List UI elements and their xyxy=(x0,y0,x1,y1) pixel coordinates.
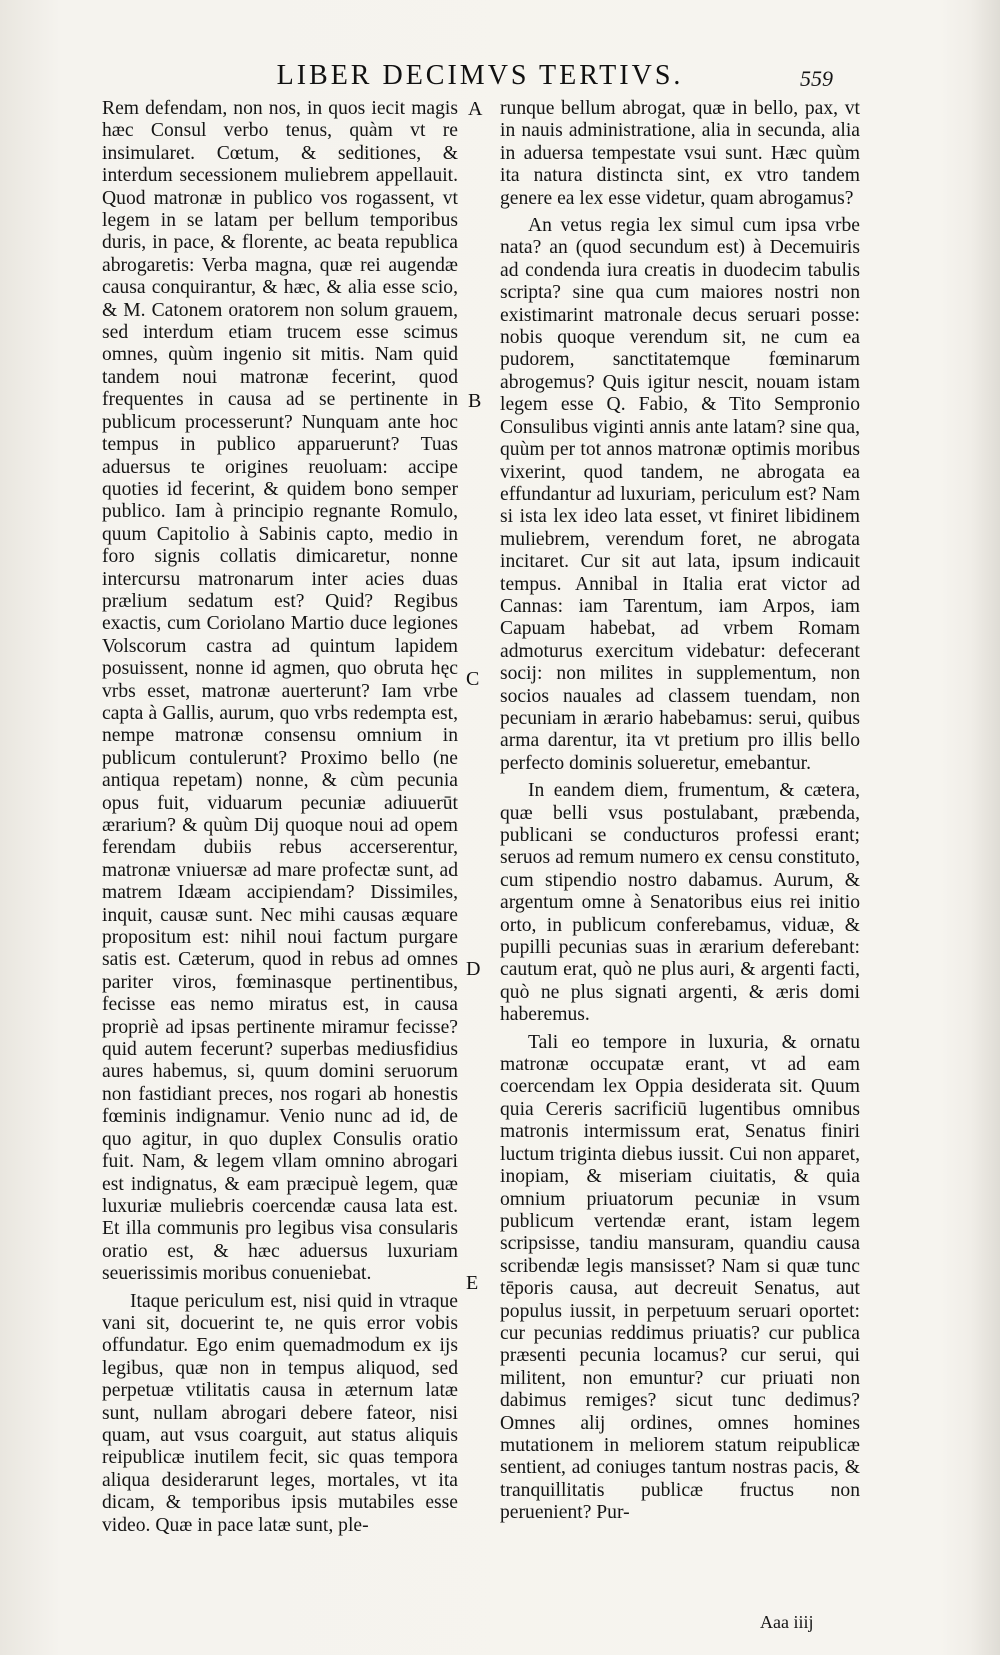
page-edge-shadow xyxy=(970,0,1000,1655)
paragraph: Rem defendam, non nos, in quos iecit magis hæc Consul verbo tenus, quàm vt re insimularet. Cœtum, & seditiones, & interdum secessionem muliebrem appellauit. Quod matronæ in publico vos rogassent, vt legem in se latam per bellum temporibus duris, in pace, & florente, ac beata republica abrogaretis: Verba magna, quæ rei augendæ causa conquirantur, & hæc, & alia esse scio, & M. Catonem oratorem non solum grauem, sed interdum etiam trucem esse scimus omnes, quùm ingenio sit mitis. Nam quid tandem noui matronæ fecerint, quod frequentes in causa ad se pertinente in publicum processerunt? Nunquam ante hoc tempus in publico apparuerunt? Tuas aduersus te origines reuoluam: accipe quoties id fecerint, & quidem bono semper publico. Iam à principio regnante Romulo, quum Capitolio à Sabinis capto, medio in foro signis collatis dimicaretur, nonne intercursu matronarum inter acies duas prælium sedatum est? Quid? Regibus exactis, cum Coriolano Martio duce legiones Volscorum castra ad quintum lapidem posuissent, nonne id agmen, quo obruta hęc vrbs esset, matronæ auerterunt? Iam vrbe capta à Gallis, aurum, quo vrbs redempta est, nempe matronæ consensu omnium in publicum contulerunt? Proximo bello (ne antiqua repetam) nonne, & cùm pecunia opus fuit, viduarum pecuniæ adiuuerūt ærarium? & quùm Dij quoque noui ad opem ferendam dubiis rebus accerserentur, matronæ vniuersæ ad mare profectæ sunt, ad matrem Idæam accipiendam? Dissimiles, inquit, causæ sunt. Nec mihi causas æquare propositum est: nihil noui factum purgare satis est. Cæterum, quod in rebus ad omnes pariter viros, fœminasque pertinentibus, fecisse eas nemo miratus est, in causa propriè ad ipsas pertinente miramur fecisse? quid autem fecerunt? superbas mediusfidius aures habemus, si, quum domini seruorum non fastidiant preces, nos rogari ab honestis fœminis indignamur. Venio nunc ad id, de quo agitur, in quo duplex Consulis oratio fuit. Nam, & legem vllam omnino abrogari est indignatus, & eam præcipuè legem, quæ luxuriæ muliebris coercendæ causa lata est. Et illa communis pro legibus visa consularis oratio est, & hæc aduersus luxuriam seuerissimis moribus conueniebat. xyxy=(102,98,458,1285)
margin-marker-a: A xyxy=(468,98,483,120)
margin-marker-e: E xyxy=(466,1272,479,1294)
right-column xyxy=(500,98,860,1608)
paragraph: Tali eo tempore in luxuria, & ornatu matronæ occupatæ erant, vt ad eam coercendam lex Oppia desiderata sit. Quum quia Cereris sacrificiū lugentibus omnibus matronis intermissum erat, Senatus finiri luctum triginta diebus iussit. Cui non apparet, inopiam, & miseriam ciuitatis, & quia omnium priuatorum pecuniæ in vsum publicum vertendæ erant, istam legem scripsisse, tandiu mansuram, quandiu causa scribendæ legis mansisset? Nam si quæ tunc tēporis causa, aut decreuit Senatus, aut populus iussit, in perpetuum seruari oportet: cur pecunias reddimus priuatis? cur publica præsenti pecunia locamus? cur serui, qui militent, non emuntur? cur priuati non dabimus remiges? sicut tunc dedimus? Omnes alij ordines, omnes homines mutationem in meliorem statum reipublicæ sentient, ad coniuges tantum nostras pacis, & tranquillitatis publicæ fructus non peruenient? Pur- xyxy=(500,1031,860,1524)
signature-mark: Aaa iiij xyxy=(760,1612,814,1632)
paragraph: An vetus regia lex simul cum ipsa vrbe nata? an (quod secundum est) à Decemuiris ad condenda iura creatis in duodecim tabulis scripta? sine qua cum maiores nostri non existimarint matronale decus seruari posse: nobis quoque verendum sit, ne cum ea pudorem, sanctitatemque fœminarum abrogemus? Quis igitur nescit, nouam istam legem esse Q. Fabio, & Tito Sempronio Consulibus viginti annis ante latam? sine qua, quùm per tot annos matronæ optimis moribus vixerint, quod tandem, ne abrogata ea effundantur ad luxuriam, periculum est? Nam si ista lex ideo lata esset, vt finiret libidinem muliebrem, verendum foret, ne abrogata incitaret. Cur sit aut lata, ipsum indicauit tempus. Annibal in Italia erat victor ad Cannas: iam Tarentum, iam Arpos, iam Capuam habebat, ad vrbem Romam admoturus exercitum videbatur: defecerant socij: non milites in supplementum, non socios nauales ad classem tuendam, non pecuniam in ærario habebamus: serui, quibus arma darentur, ita vt pretium pro illis bello perfecto dominis solueretur, emebantur. xyxy=(500,215,860,774)
paragraph: runque bellum abrogat, quæ in bello, pax, vt in nauis administratione, alia in secunda, alia in aduersa tempestate vsui sunt. Hæc quùm ita natura distincta sint, ex vtro tandem genere ea lex esse videtur, quam abrogamus? xyxy=(500,98,860,209)
running-title: LIBER DECIMVS TERTIVS. xyxy=(276,60,684,91)
left-column xyxy=(102,98,458,1608)
page-number: 559 xyxy=(800,66,833,91)
paragraph: In eandem diem, frumentum, & cætera, quæ belli vsus postulabant, præbenda, publicani se conducturos professi erant; seruos ad remum numero ex censu constituto, cum stipendio nostro dabamus. Aurum, & argentum omne à Senatoribus eius rei initio orto, in publicum conferebamus, viduæ, & pupilli pecunias suas in ærarium deferebant: cautum erat, quò ne plus auri, & argenti facti, quò ne plus signati argenti, & æris domi haberemus. xyxy=(500,780,860,1026)
margin-marker-c: C xyxy=(466,668,480,690)
margin-marker-d: D xyxy=(466,958,481,980)
paragraph: Itaque periculum est, nisi quid in vtraque vani sit, docuerint te, ne quis error vobis offundatur. Ego enim quemadmodum ex ijs legibus, quæ non in tempus aliquod, sed perpetuæ vtilitatis causa in æternum latæ sunt, nullam abrogari debere fateor, nisi quam, aut vsus coarguit, aut status aliquis reipublicæ inutilem fecit, sic quas tempora aliqua desiderarunt leges, mortales, vt ita dicam, & temporibus ipsis mutabiles esse video. Quæ in pace latæ sunt, ple- xyxy=(102,1290,458,1536)
margin-marker-b: B xyxy=(468,390,482,412)
